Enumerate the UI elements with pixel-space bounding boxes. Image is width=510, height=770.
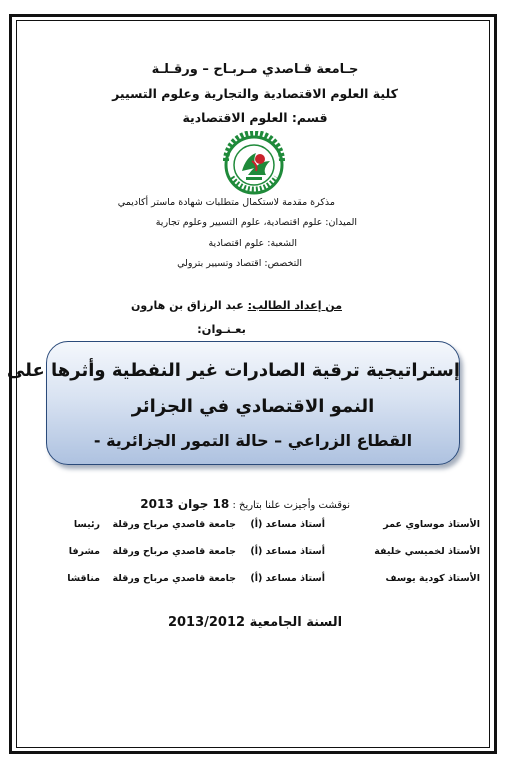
department-name: قسم: العلوم الاقتصادية: [182, 110, 328, 125]
thesis-title-line-3: القطاع الزراعي – حالة التمور الجزائرية -: [93, 431, 413, 450]
jury-name: الأستاذ لخميسي خليفة: [374, 546, 480, 557]
academic-year: السنة الجامعية 2013/2012: [167, 615, 343, 630]
student-name: عبد الرزاق بن هارون: [130, 299, 244, 312]
jury-rank: أستاذ مساعد (أ): [250, 519, 325, 530]
student-label: من إعداد الطالب:: [247, 299, 342, 312]
student-line: [131, 299, 342, 312]
field-line: الميدان: علوم اقتصادية، علوم التسيير وعلوم تجارية: [155, 217, 357, 228]
jury-university: جامعة قاصدي مرباح ورقلة: [112, 573, 236, 584]
branch-line: الشعبة: علوم اقتصادية: [208, 238, 297, 249]
jury-role: رئيسا: [73, 519, 100, 530]
jury-name: الأستاذ كودية يوسف: [385, 573, 480, 584]
thesis-title-line-2: النمو الاقتصادي في الجزائر: [131, 396, 375, 417]
jury-rank: أستاذ مساعد (أ): [250, 573, 325, 584]
title-label: بعـنـوان:: [197, 322, 246, 336]
faculty-name: كلية العلوم الاقتصادية والتجارية وعلوم التسيير: [112, 86, 398, 101]
jury-university: جامعة قاصدي مرباح ورقلة: [112, 519, 236, 530]
specialty-line: التخصص: اقتصاد وتسيير بترولي: [177, 258, 302, 269]
jury-role: مناقشا: [67, 573, 100, 584]
jury-role: مشرفا: [68, 546, 100, 557]
jury-name: الأستاذ موساوي عمر: [383, 519, 480, 530]
memo-statement: مذكرة مقدمة لاستكمال متطلبات شهادة ماستر أكاديمي: [117, 197, 335, 208]
defense-date-line: [140, 497, 350, 511]
university-seal-icon: [212, 131, 296, 197]
defense-date: 18 جوان 2013: [140, 497, 230, 511]
defense-text: نوقشت وأجيزت علنا بتاريخ :: [232, 500, 350, 511]
jury-university: جامعة قاصدي مرباح ورقلة: [112, 546, 236, 557]
jury-rank: أستاذ مساعد (أ): [250, 546, 325, 557]
university-name: جـامعة قـاصدي مـربـاح – ورقـلـة: [151, 62, 359, 77]
thesis-title-line-1: إستراتيجية ترقية الصادرات غير النفطية وأثرها على: [6, 360, 460, 381]
